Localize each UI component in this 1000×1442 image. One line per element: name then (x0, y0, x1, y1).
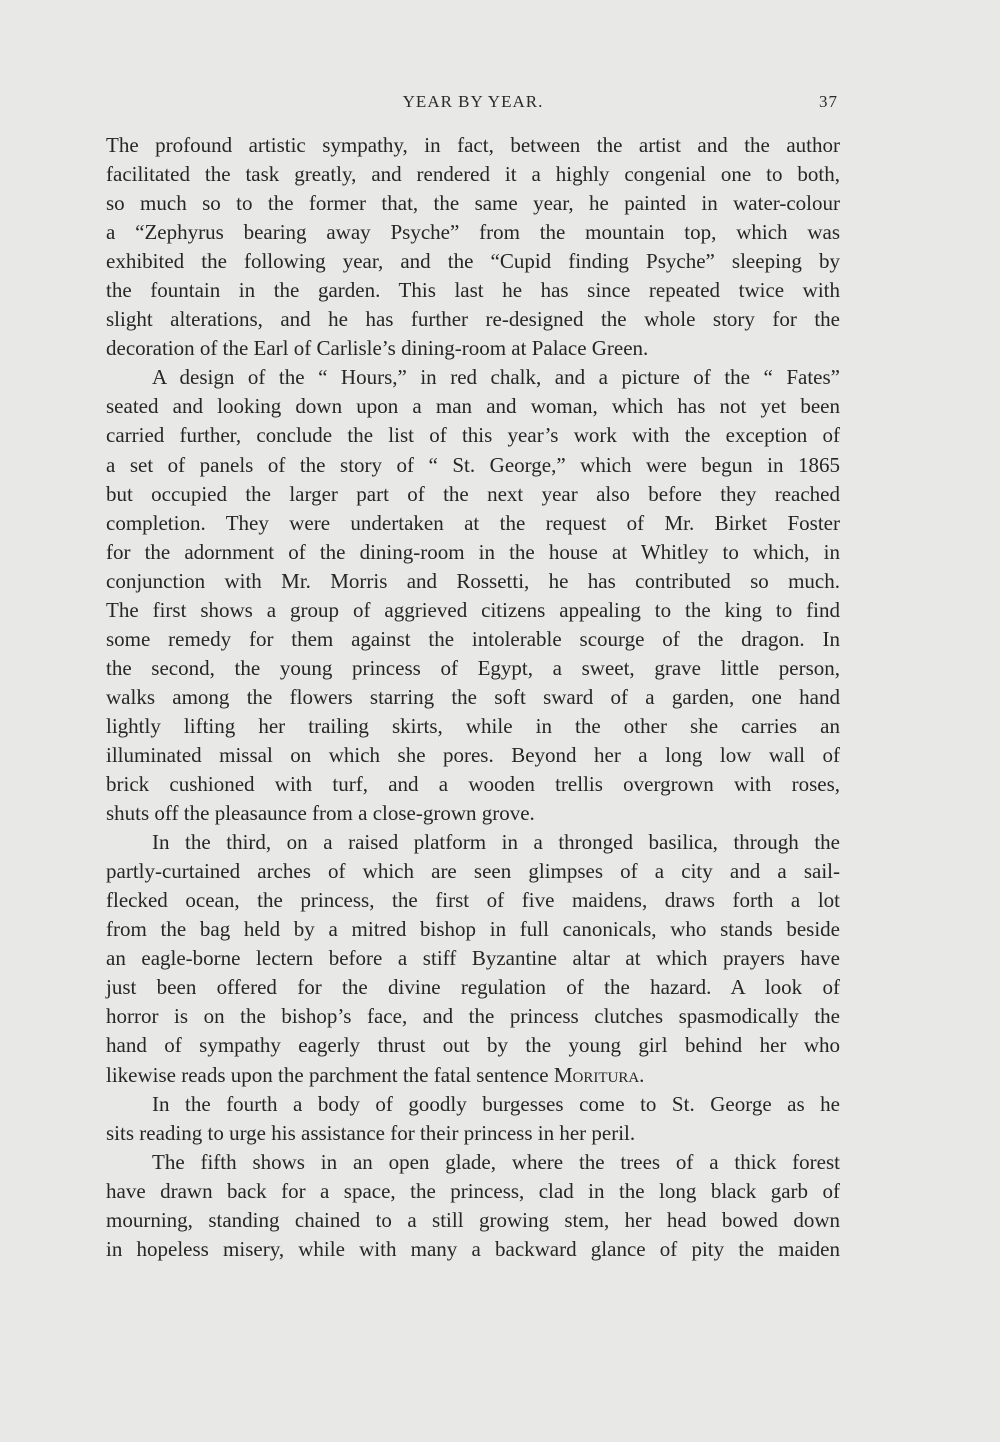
text-line-content: brick cushioned with turf, and a wooden trellis overgrown with roses, (106, 772, 840, 797)
text-line (106, 451, 840, 480)
text-line-content: completion. They were undertaken at the request of Mr. Birket Foster (106, 510, 840, 535)
text-line-content: a set of panels of the story of “ St. George,” which were begun in 1865 (106, 452, 840, 477)
text-line (106, 1090, 840, 1119)
text-line (106, 567, 840, 596)
text-line (106, 828, 840, 857)
text-line-content: seated and looking down upon a man and woman, which has not yet been (106, 394, 840, 419)
text-line (106, 1148, 840, 1177)
text-line-content: just been offered for the divine regulation of the hazard. A look of (106, 975, 840, 1000)
text-line (106, 596, 840, 625)
text-line-content: sits reading to urge his assistance for their princess in her peril. (106, 1120, 636, 1145)
text-line-content: conjunction with Mr. Morris and Rossetti, he has contributed so much. (106, 568, 840, 593)
text-line (106, 741, 840, 770)
body-text (106, 131, 840, 1264)
text-line (106, 654, 840, 683)
text-line (106, 944, 840, 973)
text-line-content: illuminated missal on which she pores. Beyond her a long low wall of (106, 742, 840, 767)
text-line-content: In the third, on a raised platform in a thronged basilica, through the (152, 830, 840, 855)
text-line-content: in hopeless misery, while with many a backward glance of pity the maiden (106, 1236, 840, 1261)
text-line-content: exhibited the following year, and the “Cupid finding Psyche” sleeping by (106, 249, 840, 274)
page-header (106, 92, 840, 116)
text-line (106, 857, 840, 886)
text-line (106, 538, 840, 567)
text-line-content: The fifth shows in an open glade, where the trees of a thick forest (152, 1149, 840, 1174)
text-line (106, 1235, 840, 1264)
text-line (106, 189, 840, 218)
text-line-content: A design of the “ Hours,” in red chalk, and a picture of the “ Fates” (152, 365, 840, 390)
text-line (106, 480, 840, 509)
text-line (106, 276, 840, 305)
text-line (106, 1061, 840, 1090)
page-number: 37 (819, 92, 838, 111)
text-line (106, 218, 840, 247)
text-line-content: likewise reads upon the parchment the fatal sentence (106, 1062, 554, 1087)
text-line-content: walks among the flowers starring the soft sward of a garden, one hand (106, 684, 840, 709)
text-line (106, 886, 840, 915)
running-title: YEAR BY YEAR. (402, 92, 544, 111)
text-line (106, 1119, 840, 1148)
text-line (106, 712, 840, 741)
text-line (106, 392, 840, 421)
text-line-content: mourning, standing chained to a still growing stem, her head bowed down (106, 1207, 840, 1232)
text-line (106, 305, 840, 334)
text-line (106, 683, 840, 712)
text-line (106, 625, 840, 654)
text-line-content: hand of sympathy eagerly thrust out by the young girl behind her who (106, 1033, 840, 1058)
text-line (106, 247, 840, 276)
text-line-content: carried further, conclude the list of this year’s work with the exception of (106, 423, 840, 448)
text-line (106, 334, 840, 363)
text-line-content: horror is on the bishop’s face, and the princess clutches spasmodically the (106, 1004, 840, 1029)
text-line-content: so much so to the former that, the same year, he painted in water-colour (106, 191, 840, 216)
text-line-content: lightly lifting her trailing skirts, while in the other she carries an (106, 713, 840, 738)
text-line-content: decoration of the Earl of Carlisle’s dining-room at Palace Green. (106, 336, 649, 361)
text-line (106, 799, 840, 828)
text-line (106, 421, 840, 450)
text-line-content: some remedy for them against the intolerable scourge of the dragon. In (106, 626, 840, 651)
text-line (106, 363, 840, 392)
text-line-content: flecked ocean, the princess, the first of five maidens, draws forth a lot (106, 888, 840, 913)
text-line-content: shuts off the pleasaunce from a close-grown grove. (106, 801, 535, 826)
text-line (106, 1206, 840, 1235)
text-line-content: The first shows a group of aggrieved citizens appealing to the king to find (106, 597, 840, 622)
text-line (106, 915, 840, 944)
text-line-content: slight alterations, and he has further re-designed the whole story for the (106, 307, 840, 332)
text-line-content: but occupied the larger part of the next year also before they reached (106, 481, 840, 506)
text-line (106, 973, 840, 1002)
text-line-content: a “Zephyrus bearing away Psyche” from the mountain top, which was (106, 220, 840, 245)
small-caps-word: Moritura. (553, 1062, 645, 1087)
text-line (106, 131, 840, 160)
text-line (106, 509, 840, 538)
text-line-content: The profound artistic sympathy, in fact, between the artist and the author (106, 133, 840, 157)
text-line-content: for the adornment of the dining-room in the house at Whitley to which, in (106, 539, 840, 564)
text-line-content: the fountain in the garden. This last he has since repeated twice with (106, 278, 840, 303)
text-line-content: an eagle-borne lectern before a stiff Byzantine altar at which prayers have (106, 946, 840, 971)
text-line-content: have drawn back for a space, the princess, clad in the long black garb of (106, 1178, 840, 1203)
text-line-content: In the fourth a body of goodly burgesses come to St. George as he (152, 1091, 840, 1116)
text-line-content: facilitated the task greatly, and rendered it a highly congenial one to both, (106, 162, 840, 187)
text-line (106, 1177, 840, 1206)
text-line-content: partly-curtained arches of which are seen glimpses of a city and a sail- (106, 859, 840, 884)
text-line (106, 1002, 840, 1031)
text-line-content: the second, the young princess of Egypt, a sweet, grave little person, (106, 655, 840, 680)
text-line (106, 160, 840, 189)
text-line (106, 770, 840, 799)
text-line (106, 1031, 840, 1060)
text-line-content: from the bag held by a mitred bishop in full canonicals, who stands beside (106, 917, 840, 942)
